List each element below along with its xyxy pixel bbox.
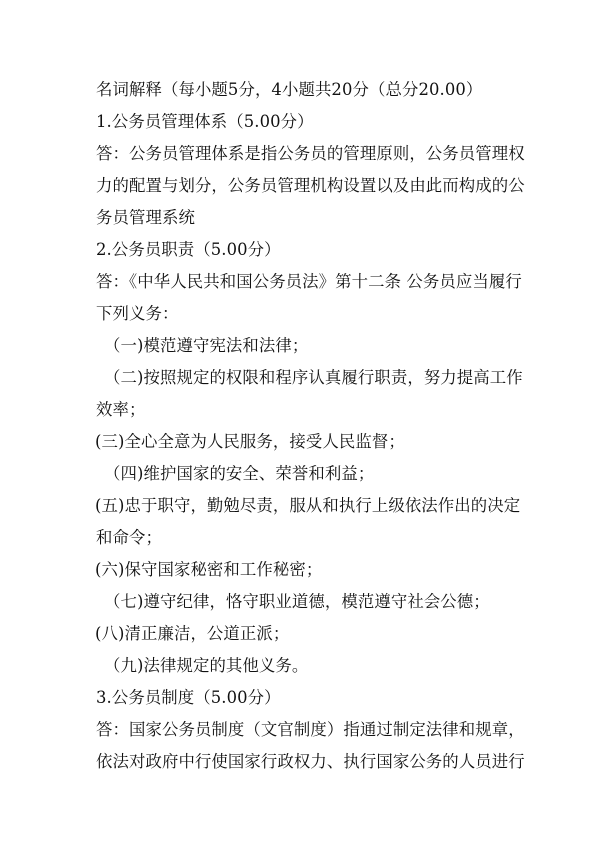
question-3-answer-line-2: 依法对政府中行使国家行政权力、执行国家公务的人员进行 xyxy=(96,752,525,771)
duty-item-8: (八)清正廉洁，公道正派； xyxy=(95,624,290,643)
question-2-answer-line-1: 答：《中华人民共和国公务员法》第十二条 公务员应当履行 xyxy=(96,272,522,291)
duty-item-7: （七)遵守纪律，恪守职业道德，模范遵守社会公德； xyxy=(104,592,490,611)
question-1-answer-line-2: 力的配置与划分，公务员管理机构设置以及由此而构成的公 xyxy=(96,176,525,195)
question-1-title: 1.公务员管理体系（5.00分） xyxy=(96,112,314,131)
section-header: 名词解释（每小题5分，4小题共20分（总分20.00） xyxy=(96,80,483,99)
duty-item-1: （一)模范遵守宪法和法律； xyxy=(104,336,309,355)
duty-item-3: (三)全心全意为人民服务，接受人民监督； xyxy=(95,432,405,451)
duty-item-4: （四)维护国家的安全、荣誉和利益； xyxy=(104,464,375,483)
question-2-answer-line-2: 下列义务： xyxy=(96,304,179,323)
question-2-title: 2.公务员职责（5.00分） xyxy=(96,240,281,259)
question-3-title: 3.公务员制度（5.00分） xyxy=(96,688,281,707)
question-1-answer-line-1: 答：公务员管理体系是指公务员的管理原则，公务员管理权 xyxy=(96,144,525,163)
duty-item-9: （九)法律规定的其他义务。 xyxy=(104,656,309,675)
duty-item-5-line-1: (五)忠于职守，勤勉尽责，服从和执行上级依法作出的决定 xyxy=(95,496,521,515)
duty-item-2-line-2: 效率； xyxy=(96,400,146,419)
duty-item-2-line-1: （二)按照规定的权限和程序认真履行职责，努力提高工作 xyxy=(104,368,523,387)
duty-item-6: (六)保守国家秘密和工作秘密； xyxy=(95,560,323,579)
question-3-answer-line-1: 答：国家公务员制度（文官制度）指通过制定法律和规章， xyxy=(96,720,525,739)
question-1-answer-line-3: 务员管理系统 xyxy=(96,208,195,227)
duty-item-5-line-2: 和命令； xyxy=(96,528,162,547)
